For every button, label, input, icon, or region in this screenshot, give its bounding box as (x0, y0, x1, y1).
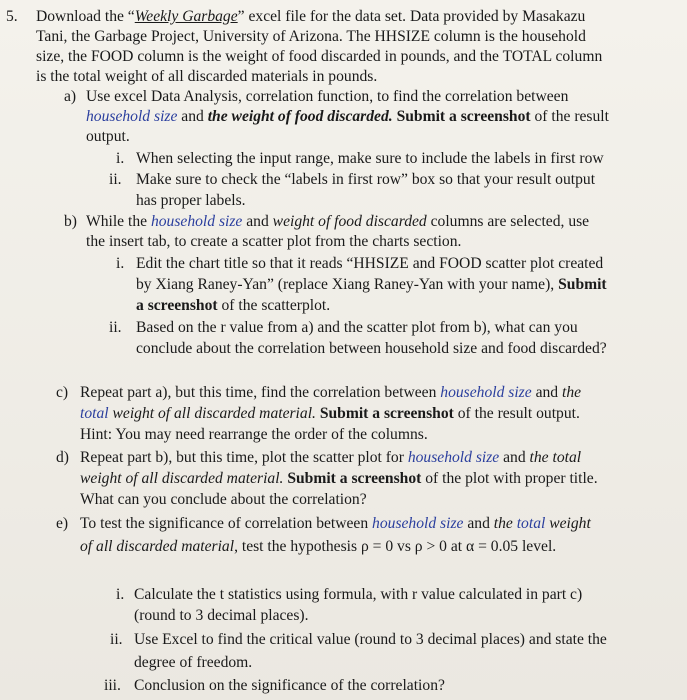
part-e-ii-line-2: degree of freedom. (134, 654, 253, 671)
part-a-line-2: household size and the weight of food discarded. Submit a screenshot of the result (86, 108, 609, 125)
part-d-line-1: Repeat part b), but this time, plot the scatter plot for household size and the total (80, 449, 582, 466)
part-e-i-line-2: (round to 3 decimal places). (134, 607, 309, 624)
part-b-line-1: While the household size and weight of food discarded columns are selected, use (86, 213, 590, 230)
part-b-ii-line-1: Based on the r value from a) and the scatter plot from b), what can you (136, 319, 578, 336)
part-a-ii-line-1: Make sure to check the “labels in first row” box so that your result output (136, 171, 596, 188)
part-d-line-2: weight of all discarded material. Submit a screenshot of the plot with proper title. (80, 470, 598, 487)
part-d-label: d) (56, 449, 69, 466)
part-a-line-1: Use excel Data Analysis, correlation function, to find the correlation between (86, 88, 569, 105)
part-e-ii-label: ii. (110, 631, 123, 648)
part-b-i-line-3: a screenshot of the scatterplot. (136, 297, 331, 314)
part-b-i-line-2: by Xiang Raney-Yan” (replace Xiang Raney-Yan with your name), Submit (136, 276, 607, 293)
part-e-i-label: i. (116, 586, 125, 603)
intro-line-3: size, the FOOD column is the weight of food discarded in pounds, and the TOTAL column (36, 48, 603, 65)
part-e-line-1: To test the significance of correlation between household size and the total weight (80, 515, 591, 532)
part-e-line-2: of all discarded material, test the hypothesis ρ = 0 vs ρ > 0 at α = 0.05 level. (80, 538, 557, 555)
part-a-i-text: When selecting the input range, make sure to include the labels in first row (136, 150, 604, 167)
part-e-label: e) (56, 515, 69, 532)
part-e-iii-label: iii. (104, 677, 121, 694)
part-a-label: a) (64, 88, 77, 105)
part-a-ii-label: ii. (109, 171, 122, 188)
part-c-line-2: total weight of all discarded material. Submit a screenshot of the result output. (80, 405, 580, 422)
part-b-label: b) (64, 213, 77, 230)
intro-line-1: Download the “Weekly Garbage” excel file for the data set. Data provided by Masakazu (36, 8, 586, 25)
intro-line-4: is the total weight of all discarded materials in pounds. (36, 68, 378, 85)
part-c-line-3: Hint: You may need rearrange the order of the columns. (80, 426, 428, 443)
question-number: 5. (6, 8, 18, 25)
part-b-line-2: the insert tab, to create a scatter plot from the charts section. (86, 233, 462, 250)
part-a-ii-line-2: has proper labels. (136, 192, 246, 209)
part-b-ii-label: ii. (109, 319, 122, 336)
weekly-garbage-file-link[interactable]: Weekly Garbage (134, 8, 238, 25)
part-a-line-3: output. (86, 128, 130, 145)
part-d-line-3: What can you conclude about the correlation? (80, 491, 367, 508)
part-b-i-label: i. (116, 255, 125, 272)
part-c-line-1: Repeat part a), but this time, find the correlation between household size and the (80, 384, 582, 401)
part-c-label: c) (56, 384, 69, 401)
part-e-i-line-1: Calculate the t statistics using formula, with r value calculated in part c) (134, 586, 583, 603)
part-a-i-label: i. (116, 150, 125, 167)
part-b-ii-line-2: conclude about the correlation between household size and food discarded? (136, 340, 607, 357)
intro-line-2: Tani, the Garbage Project, University of Arizona. The HHSIZE column is the household (36, 28, 586, 45)
part-b-i-line-1: Edit the chart title so that it reads “HHSIZE and FOOD scatter plot created (136, 255, 604, 272)
part-e-ii-line-1: Use Excel to find the critical value (round to 3 decimal places) and state the (134, 631, 607, 648)
part-e-iii-text: Conclusion on the significance of the correlation? (134, 677, 445, 694)
